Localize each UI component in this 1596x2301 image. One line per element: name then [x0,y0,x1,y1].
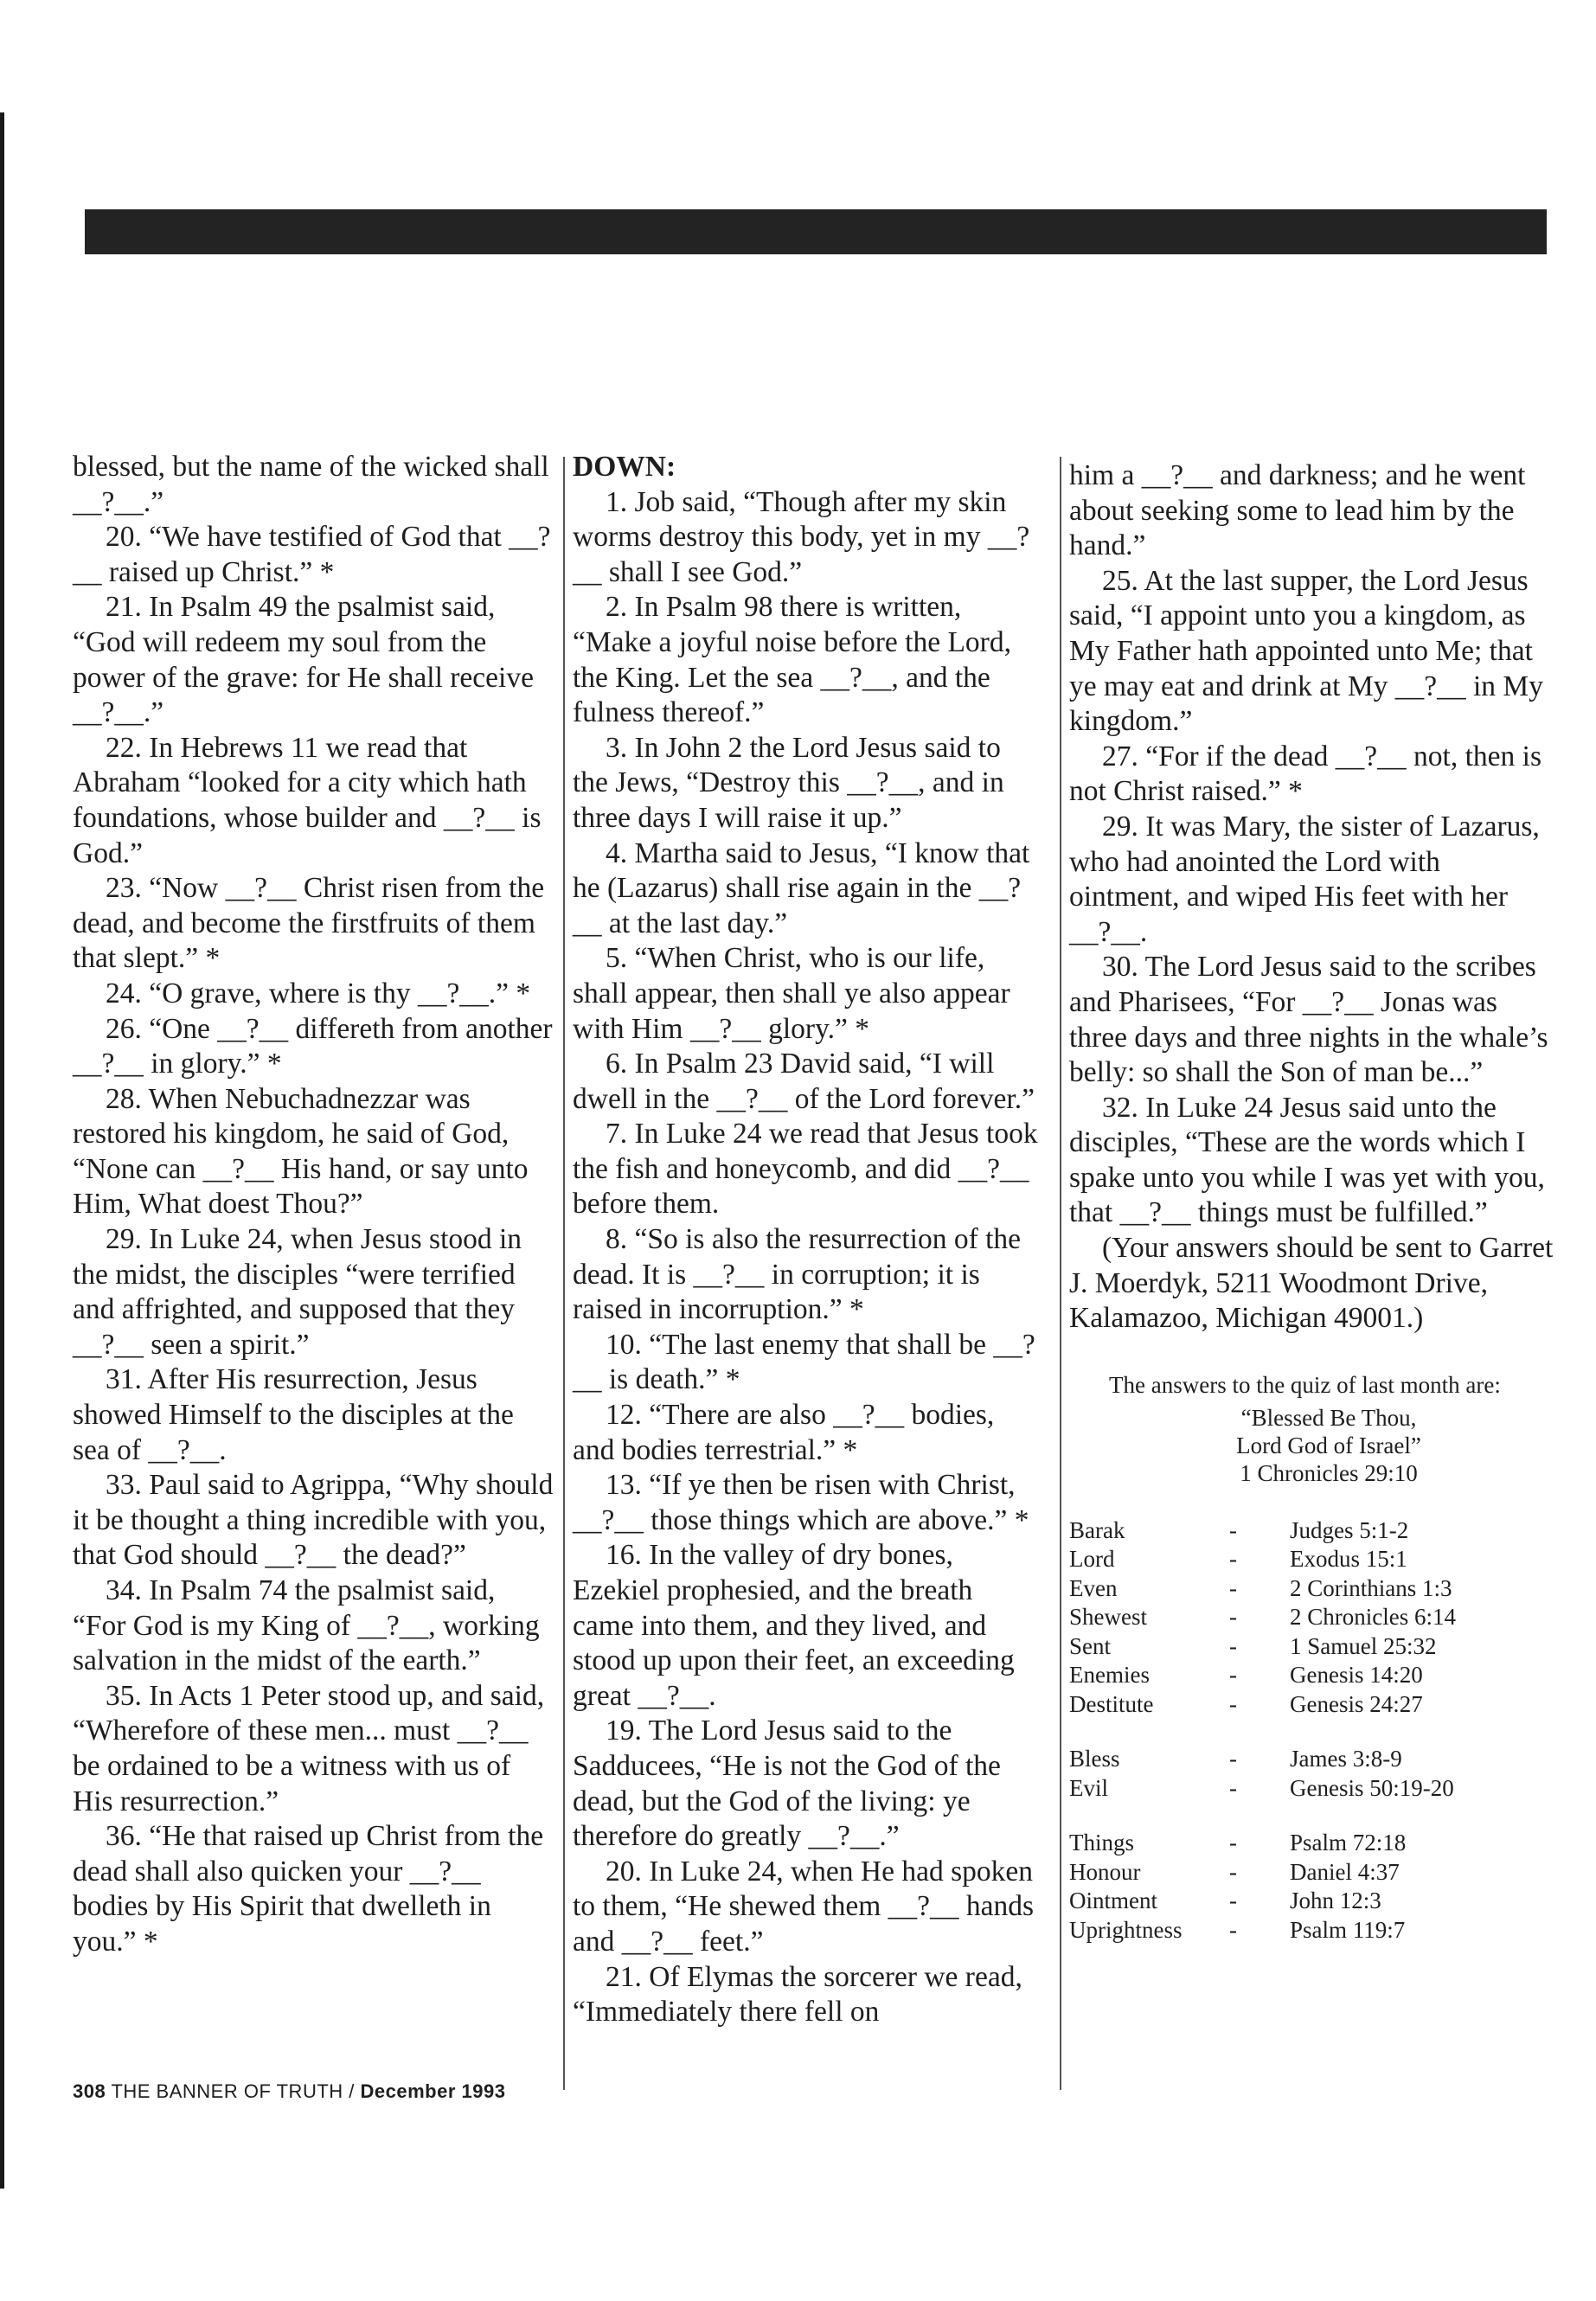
page-footer [73,2080,505,2103]
clue-paragraph: 7. In Luke 24 we read that Jesus took the fish and honeycomb, and did __?__ before them. [573,1118,1038,1221]
clue-paragraph: 30. The Lord Jesus said to the scribes and Pharisees, “For __?__ Jonas was three days and three nights in the whale’s belly: so shall the Son of man be...” [1069,951,1548,1089]
clue-paragraph: 16. In the valley of dry bones, Ezekiel prophesied, and the breath came into them, and they lived, and stood up upon their feet, an exceeding great __?__. [573,1539,1015,1712]
answer-reference: Exodus 15:1 [1290,1546,1407,1573]
clue-paragraph: 5. “When Christ, who is our life, shall appear, then shall ye also appear with Him __?__ glory.” * [573,942,1010,1045]
answer-word: Things [1069,1830,1135,1856]
answer-dash: - [1229,1774,1237,1801]
answer-dash: - [1229,1690,1237,1717]
clue-paragraph: 2. In Psalm 98 there is written, “Make a joyful noise before the Lord, the King. Let the sea __?__, and the fulness thereof.” [573,591,1011,729]
clue-paragraph: 25. At the last supper, the Lord Jesus said, “I appoint unto you a kingdom, as My Father hath appointed unto Me; that ye may eat and drink at My __?__ in My kingdom.” [1069,564,1543,738]
clue-paragraph: 20. In Luke 24, when He had spoken to them, “He shewed them __?__ hands and __?__ feet.” [573,1855,1035,1958]
answer-reference: Daniel 4:37 [1290,1858,1400,1885]
answers-intro: The answers to the quiz of last month are: [1109,1371,1501,1398]
answers-title [1069,1404,1554,1487]
answers-table [1069,1516,1554,1945]
clue-paragraph: 35. In Acts 1 Peter stood up, and said, “Wherefore of these men... must __?__ be ordained to be a witness with us of His resurrection.” [73,1679,545,1817]
answer-word: Ointment [1069,1888,1157,1914]
answer-word: Shewest [1069,1604,1147,1631]
answer-group [1069,1745,1554,1803]
clue-paragraph: 4. Martha said to Jesus, “I know that he (Lazarus) shall rise again in the __?__ at the last day.” [573,836,1030,939]
answer-reference: James 3:8-9 [1290,1746,1402,1772]
clue-paragraph: blessed, but the name of the wicked shall __?__.” [73,451,549,518]
clue-paragraph: him a __?__ and darkness; and he went about seeking some to lead him by the hand.” [1069,459,1526,562]
clue-paragraph: 28. When Nebuchadnezzar was restored his kingdom, he said of God, “None can __?__ His hand, or say unto Him, What doest Thou?” [73,1082,529,1221]
answer-dash: - [1229,1830,1237,1856]
answer-dash: - [1229,1662,1237,1689]
page-number: 308 [73,2080,106,2102]
answer-dash: - [1229,1604,1237,1631]
down-clues [573,485,1040,2030]
clue-paragraph: 31. After His resurrection, Jesus showed Himself to the disciples at the sea of __?__. [73,1363,514,1466]
clue-paragraph: 24. “O grave, where is thy __?__.” * [106,977,531,1009]
clue-paragraph: 8. “So is also the resurrection of the dead. It is __?__ in corruption; it is raised in incorruption.” * [573,1223,1022,1326]
answer-dash: - [1229,1546,1237,1573]
answer-row [1069,1545,1554,1574]
answer-group [1069,1829,1554,1945]
clue-paragraph: 27. “For if the dead __?__ not, then is not Christ raised.” * [1069,740,1542,808]
answer-dash: - [1229,1516,1237,1543]
answer-row [1069,1916,1554,1945]
answer-word: Enemies [1069,1662,1150,1689]
answer-row [1069,1774,1554,1804]
answer-dash: - [1229,1916,1237,1943]
column-rule [1060,457,1061,2090]
answer-reference: 2 Chronicles 6:14 [1290,1604,1456,1631]
answer-row [1069,1603,1554,1632]
answers-title-line: Lord God of Israel” [1236,1432,1421,1458]
clue-paragraph: 34. In Psalm 74 the psalmist said, “For God is my King of __?__, working salvation in the midst of the earth.” [73,1574,540,1677]
clue-paragraph: 23. “Now __?__ Christ risen from the dead, and become the firstfruits of them that slept.” * [73,872,545,975]
clue-paragraph: 26. “One __?__ differeth from another __?__ in glory.” * [73,1012,553,1080]
clue-paragraph: 21. In Psalm 49 the psalmist said, “God will redeem my soul from the power of the grave: for He shall receive __?__.” [73,591,534,729]
answer-dash: - [1229,1888,1237,1914]
clue-paragraph: 20. “We have testified of God that __?__ raised up Christ.” * [73,521,551,588]
answer-group [1069,1516,1554,1720]
answer-word: Uprightness [1069,1916,1183,1943]
issue-date: December 1993 [360,2080,506,2102]
answer-row [1069,1690,1554,1720]
answer-reference: Psalm 72:18 [1290,1830,1407,1856]
answer-word: Destitute [1069,1690,1154,1717]
publication-name: THE BANNER OF TRUTH / [111,2080,355,2102]
answer-dash: - [1229,1632,1237,1659]
answer-row [1069,1632,1554,1662]
answer-reference: 1 Samuel 25:32 [1290,1632,1437,1659]
answer-word: Evil [1069,1774,1108,1801]
answer-dash: - [1229,1574,1237,1601]
clue-paragraph: 32. In Luke 24 Jesus said unto the disciples, “These are the words which I spake unto you while I was yet with you, that __?__ things must be fulfilled.” [1069,1091,1545,1229]
answer-word: Sent [1069,1632,1112,1659]
answer-dash: - [1229,1858,1237,1885]
clue-paragraph: 12. “There are also __?__ bodies, and bodies terrestrial.” * [573,1399,995,1466]
right-column [1069,458,1554,1945]
column-rule [563,457,565,2090]
clue-paragraph: 36. “He that raised up Christ from the dead shall also quicken your __?__ bodies by His Spirit that dwelleth in you.” * [73,1820,544,1958]
left-column [73,450,554,1960]
clue-paragraph: 21. Of Elymas the sorcerer we read, “Immediately there fell on [573,1960,1022,2029]
answer-row [1069,1661,1554,1690]
down-clues-continued [1069,458,1554,1231]
answer-reference: John 12:3 [1290,1888,1381,1914]
answer-word: Barak [1069,1516,1125,1543]
answer-reference: Judges 5:1-2 [1290,1516,1409,1543]
clue-paragraph: 33. Paul said to Agrippa, “Why should it be thought a thing incredible with you, that God should __?__ the dead?” [73,1469,554,1572]
clue-paragraph: 22. In Hebrews 11 we read that Abraham “looked for a city which hath foundations, whose builder and __?__ is God.” [73,731,542,869]
clue-paragraph: 10. “The last enemy that shall be __?__ is death.” * [573,1328,1035,1396]
down-heading: DOWN: [573,451,676,483]
answer-reference: Psalm 119:7 [1290,1916,1406,1943]
answer-row [1069,1858,1554,1888]
answer-reference: Genesis 24:27 [1290,1690,1423,1717]
answer-reference: Genesis 14:20 [1290,1662,1423,1689]
answer-row [1069,1574,1554,1604]
answer-row [1069,1745,1554,1774]
answers-title-line: “Blessed Be Thou, [1240,1404,1417,1431]
clue-paragraph: 13. “If ye then be risen with Christ, __?__ those things which are above.” * [573,1469,1029,1536]
answer-row [1069,1887,1554,1916]
clue-paragraph: 1. Job said, “Though after my skin worms destroy this body, yet in my __?__ shall I see God.” [573,485,1030,588]
clue-paragraph: 29. In Luke 24, when Jesus stood in the midst, the disciples “were terrified and affrighted, and supposed that they __?__ seen a spirit.” [73,1223,522,1361]
middle-column [573,450,1040,2030]
answer-word: Honour [1069,1858,1141,1885]
answer-dash: - [1229,1746,1237,1772]
answer-reference: Genesis 50:19-20 [1290,1774,1454,1801]
answer-word: Bless [1069,1746,1120,1772]
answer-row [1069,1829,1554,1858]
answer-word: Lord [1069,1546,1115,1573]
clue-paragraph: 6. In Psalm 23 David said, “I will dwell in the __?__ of the Lord forever.” [573,1048,1035,1115]
clue-paragraph: 29. It was Mary, the sister of Lazarus, who had anointed the Lord with ointment, and wiped His feet with her __?__. [1069,810,1540,948]
scan-edge-rule [0,112,4,2189]
answer-address: (Your answers should be sent to Garret J. Moerdyk, 5211 Woodmont Drive, Kalamazoo, Michigan 49001.) [1069,1232,1554,1335]
answer-reference: 2 Corinthians 1:3 [1290,1574,1452,1601]
answers-title-line: 1 Chronicles 29:10 [1240,1459,1418,1486]
header-band [85,209,1547,254]
clue-paragraph: 3. In John 2 the Lord Jesus said to the Jews, “Destroy this __?__, and in three days I will raise it up.” [573,731,1004,834]
answer-word: Even [1069,1574,1118,1601]
clue-paragraph: 19. The Lord Jesus said to the Sadducees, “He is not the God of the dead, but the God of the living: ye therefore do greatly __?__.” [573,1715,1001,1853]
answer-row [1069,1516,1554,1546]
